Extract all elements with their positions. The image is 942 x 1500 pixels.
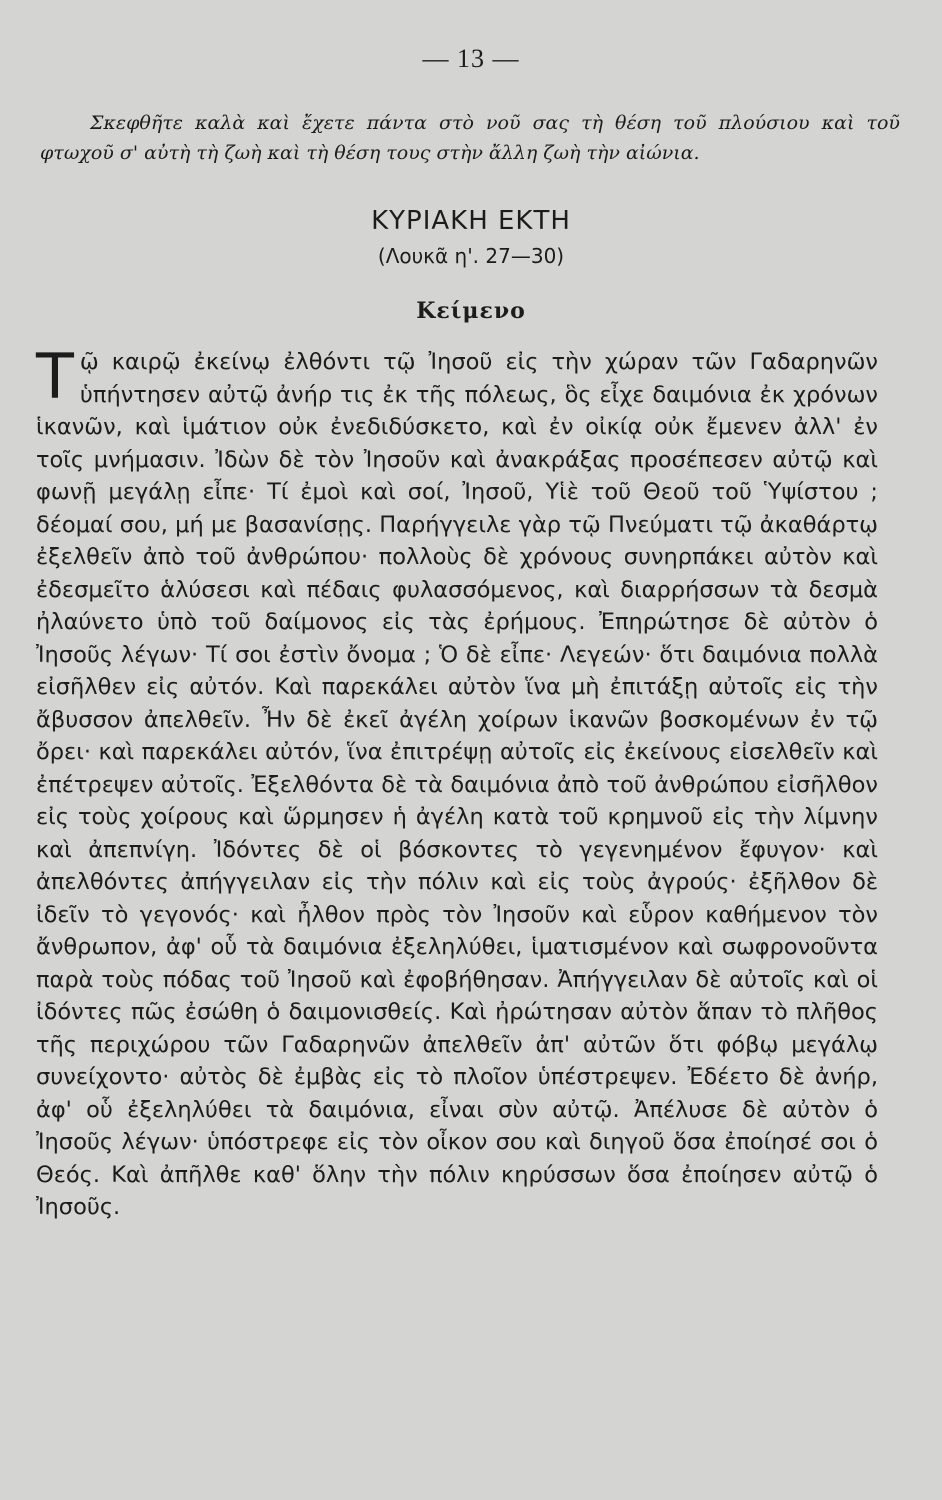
page-number: — 13 — <box>422 44 520 73</box>
gospel-body: ῷ καιρῷ ἐκείνῳ ἐλθόντι τῷ Ἰησοῦ εἰς τὴν χώραν τῶν Γαδαρηνῶν ὑπήντησεν αὐτῷ ἀνήρ τις ἐκ τῆς πόλεως, ὃς εἶχε δαιμόνια ἐκ χρόνων ἱκανῶν, καὶ ἱμάτιον οὐκ ἐνεδιδύσκετο, καὶ ἐν οἰκίᾳ οὐκ ἔμενεν ἀλλ' ἐν τοῖς μνήμασιν. Ἰδὼν δὲ τὸν Ἰησοῦν καὶ ἀνακράξας προσέπεσεν αὐτῷ καὶ φωνῇ μεγάλῃ εἶπε· Τί ἐμοὶ καὶ σοί, Ἰησοῦ, Υἱὲ τοῦ Θεοῦ τοῦ Ὑψίστου ; δέομαί σου, μή με βασανίσῃς. Παρήγγειλε γὰρ τῷ Πνεύματι τῷ ἀκαθάρτῳ ἐξελθεῖν ἀπὸ τοῦ ἀνθρώπου· πολλοὺς δὲ χρόνους συνηρπάκει αὐτὸν καὶ ἐδεσμεῖτο ἁλύσεσι καὶ πέδαις φυλασσόμενος, καὶ διαρρήσσων τὰ δεσμὰ ἠλαύνετο ὑπὸ τοῦ δαίμονος εἰς τὰς ἐρήμους. Ἐπηρώτησε δὲ αὐτὸν ὁ Ἰησοῦς λέγων· Τί σοι ἐστὶν ὄνομα ; Ὁ δὲ εἶπε· Λεγεών· ὅτι δαιμόνια πολλὰ εἰσῆλθεν εἰς αὐτόν. Καὶ παρεκάλει αὐτὸν ἵνα μὴ ἐπιτάξῃ αὐτοῖς εἰς τὴν ἄβυσσον ἀπελθεῖν. Ἦν δὲ ἐκεῖ ἀγέλη χοίρων ἱκανῶν βοσκομένων ἐν τῷ ὄρει· καὶ παρεκάλει αὐτόν, ἵνα ἐπιτρέψῃ αὐτοῖς εἰς ἐκείνους εἰσελθεῖν καὶ ἐπέτρεψεν αὐτοῖς. Ἐξελθόντα δὲ τὰ δαιμόνια ἀπὸ τοῦ ἀνθρώπου εἰσῆλθον εἰς τοὺς χοίρους καὶ ὥρμησεν ἡ ἀγέλη κατὰ τοῦ κρημνοῦ εἰς τὴν λίμνην καὶ ἀπεπνίγη. Ἰδόντες δὲ οἱ βόσκοντες τὸ γεγενημένον ἔφυγον· καὶ ἀπελθόντες ἀπήγγειλαν εἰς τὴν πόλιν καὶ εἰς τοὺς ἀγρούς· ἐξῆλθον δὲ ἰδεῖν τὸ γεγονός· καὶ ἦλθον πρὸς τὸν Ἰησοῦν καὶ εὗρον καθήμενον τὸν ἄνθρωπον, ἀφ' οὗ τὰ δαιμόνια ἐξεληλύθει, ἱματισμένον καὶ σωφρονοῦντα παρὰ τοὺς πόδας τοῦ Ἰησοῦ καὶ ἐφοβήθησαν. Ἀπήγγειλαν δὲ αὐτοῖς καὶ οἱ ἰδόντες πῶς ἐσώθη ὁ δαιμονισθείς. Καὶ ἠρώτησαν αὐτὸν ἅπαν τὸ πλῆθος τῆς περιχώρου τῶν Γαδαρηνῶν ἀπελθεῖν ἀπ' αὐτῶν ὅτι φόβῳ μεγάλῳ συνείχοντο· αὐτὸς δὲ ἐμβὰς εἰς τὸ πλοῖον ὑπέστρεψεν. Ἐδέετο δὲ ἀνήρ, ἀφ' οὗ ἐξεληλύθει τὰ δαιμόνια, εἶναι σὺν αὐτῷ. Ἀπέλυσε δὲ αὐτὸν ὁ Ἰησοῦς λέγων· ὑπόστρεφε εἰς τὸν οἶκον σου καὶ διηγοῦ ὅσα ἐποίησέ σοι ὁ Θεός. Καὶ ἀπῆλθε καθ' ὅλην τὴν πόλιν κηρύσσων ὅσα ἐποίησεν αὐτῷ ὁ Ἰησοῦς. <box>36 349 878 1220</box>
intro-paragraph <box>40 108 900 168</box>
scripture-reference: (Λουκᾶ η'. 27—30) <box>377 244 565 268</box>
text-subheading: Κείμενο <box>416 298 526 324</box>
intro-text: Σκεφθῆτε καλὰ καὶ ἔχετε πάντα στὸ νοῦ σας τὴ θέση τοῦ πλούσιου καὶ τοῦ φτωχοῦ σ' αὐτὴ τὴ ζωὴ καὶ τὴ θέση τους στὴν ἄλλη ζωὴ τὴν αἰώνια. <box>40 112 900 164</box>
gospel-text <box>36 340 878 1224</box>
gospel-paragraph <box>36 340 878 1224</box>
section-heading: ΚΥΡΙΑΚΗ ΕΚΤΗ <box>371 206 571 236</box>
drop-cap: Τ <box>36 340 74 413</box>
